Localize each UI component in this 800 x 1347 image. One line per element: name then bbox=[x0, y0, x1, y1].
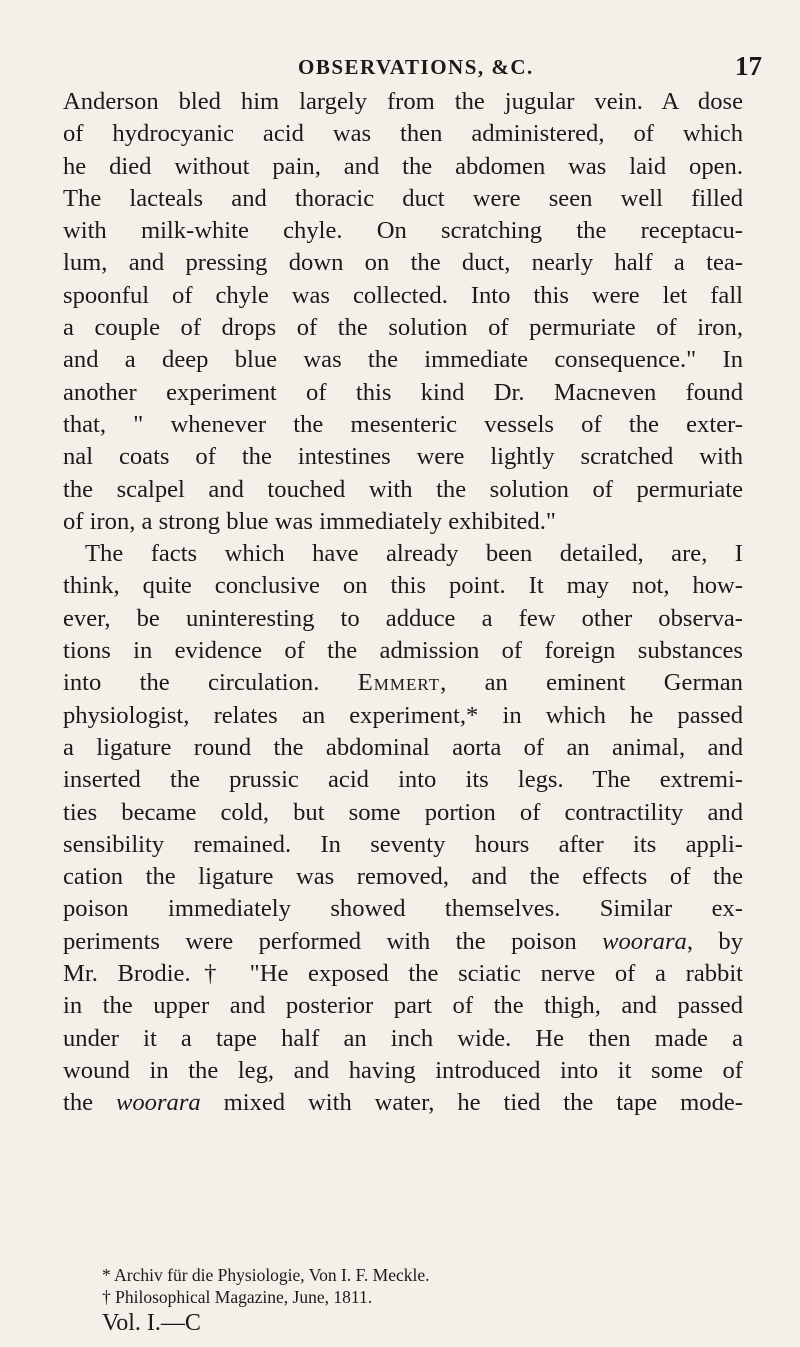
italic-term: woorara bbox=[602, 927, 687, 955]
text-line: think, quite conclusive on this point. It may not, how- bbox=[63, 572, 743, 600]
footnote: † Philosophical Magazine, June, 1811. bbox=[102, 1287, 373, 1307]
text-line: of hydrocyanic acid was then administered, of which bbox=[63, 120, 743, 148]
text-line: under it a tape half an inch wide. He then made a bbox=[63, 1024, 743, 1052]
text-line: cation the ligature was removed, and the effects of the bbox=[63, 863, 743, 891]
text-line: spoonful of chyle was collected. Into this were let fall bbox=[63, 281, 743, 309]
text-line bbox=[63, 926, 743, 958]
text-line: poison immediately showed themselves. Similar ex- bbox=[63, 895, 743, 923]
italic-term: woorara bbox=[115, 1089, 201, 1117]
text-line: a couple of drops of the solution of permuriate of iron, bbox=[63, 314, 743, 342]
text-line: the scalpel and touched with the solution of permuriate bbox=[63, 475, 743, 503]
text-line: lum, and pressing down on the duct, nearly half a tea- bbox=[63, 249, 743, 277]
text-line: wound in the leg, and having introduced into it some of bbox=[63, 1056, 743, 1084]
text-line: he died without pain, and the abdomen was laid open. bbox=[63, 152, 743, 180]
text-segment: , an eminent German bbox=[440, 669, 743, 697]
author-name: Emmert bbox=[357, 669, 441, 697]
text-line bbox=[63, 667, 743, 699]
footnote: * Archiv für die Physiologie, Von I. F. Meckle. bbox=[102, 1265, 430, 1285]
signature-mark: Vol. I.—C bbox=[102, 1310, 201, 1336]
text-line: ever, be uninteresting to adduce a few other observa- bbox=[63, 604, 743, 632]
text-line: Anderson bled him largely from the jugular vein. A dose bbox=[63, 88, 743, 115]
text-line: of iron, a strong blue was immediately exhibited." bbox=[63, 507, 556, 535]
text-segment: the bbox=[63, 1089, 94, 1117]
text-line: in the upper and posterior part of the thigh, and passed bbox=[63, 992, 743, 1020]
text-segment: , by bbox=[686, 927, 744, 955]
text-line: physiologist, relates an experiment,* in which he passed bbox=[63, 701, 743, 729]
text-segment: periments were performed with the poison bbox=[63, 927, 577, 955]
text-line: with milk-white chyle. On scratching the receptacu- bbox=[63, 217, 743, 245]
text-line: a ligature round the abdominal aorta of an animal, and bbox=[63, 733, 743, 761]
running-title: OBSERVATIONS, &C. bbox=[298, 55, 534, 79]
text-line: ties became cold, but some portion of contractility and bbox=[63, 798, 743, 826]
text-line: sensibility remained. In seventy hours after its appli- bbox=[63, 830, 743, 858]
text-line: that, " whenever the mesenteric vessels of the exter- bbox=[63, 410, 743, 438]
text-line: and a deep blue was the immediate consequence." In bbox=[63, 346, 743, 374]
text-segment: into the circulation. bbox=[63, 669, 320, 697]
text-segment: mixed with water, he tied the tape mode- bbox=[223, 1089, 743, 1117]
text-line: The facts which have already been detailed, are, I bbox=[85, 540, 743, 568]
text-line: another experiment of this kind Dr. Macneven found bbox=[63, 378, 743, 406]
text-line: tions in evidence of the admission of foreign substances bbox=[63, 637, 743, 665]
footnotes bbox=[102, 1264, 430, 1338]
body-text bbox=[63, 86, 743, 1120]
text-line: inserted the prussic acid into its legs. The extremi- bbox=[63, 766, 743, 794]
text-line: Mr. Brodie.† "He exposed the sciatic nerve of a rabbit bbox=[63, 960, 743, 988]
page-number: 17 bbox=[735, 51, 762, 81]
text-line: nal coats of the intestines were lightly scratched with bbox=[63, 443, 743, 471]
text-line: The lacteals and thoracic duct were seen well filled bbox=[63, 184, 743, 212]
text-line bbox=[63, 1087, 743, 1119]
